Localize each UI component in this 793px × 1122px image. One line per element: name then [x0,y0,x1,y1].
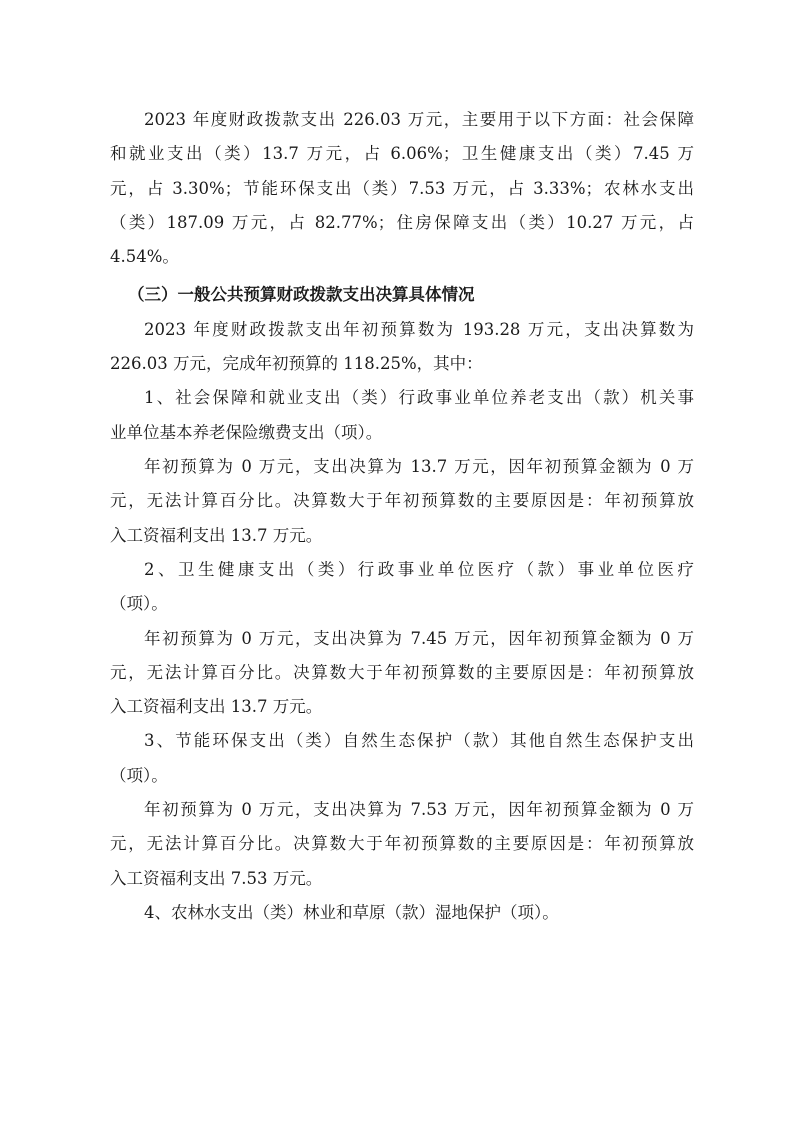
text-line: 2023 年度财政拨款支出年初预算数为 193.28 万元，支出决算数为 [144,319,694,339]
text-line: （三）一般公共预算财政拨款支出决算具体情况 [128,284,475,304]
text-line: 3、节能环保支出（类）自然生态保护（款）其他自然生态保护支出 [144,731,694,751]
text-line: 4.54%。 [110,247,179,267]
text-line: 4、农林水支出（类）林业和草原（款）湿地保护（项）。 [144,902,559,922]
text-line: 入工资福利支出 7.53 万元。 [110,868,323,888]
text-line: 元，无法计算百分比。决算数大于年初预算数的主要原因是：年初预算放 [110,834,694,854]
text-line: 1、社会保障和就业支出（类）行政事业单位养老支出（款）机关事 [144,388,694,408]
text-line: 年初预算为 0 万元，支出决算为 7.53 万元，因年初预算金额为 0 万 [144,800,694,819]
text-line: 2023 年度财政拨款支出 226.03 万元，主要用于以下方面：社会保障 [144,110,694,129]
text-line: 元，无法计算百分比。决算数大于年初预算数的主要原因是：年初预算放 [110,662,694,682]
text-line: 元，无法计算百分比。决算数大于年初预算数的主要原因是：年初预算放 [110,491,694,511]
text-line: 入工资福利支出 13.7 万元。 [110,697,323,717]
text-line: 226.03 万元，完成年初预算的 118.25%，其中： [110,354,483,374]
text-line: 年初预算为 0 万元，支出决算为 7.45 万元，因年初预算金额为 0 万 [144,628,694,648]
text-line: 2、卫生健康支出（类）行政事业单位医疗（款）事业单位医疗 [144,559,694,579]
text-line: 入工资福利支出 13.7 万元。 [110,525,323,545]
text-line: 业单位基本养老保险缴费支出（项）。 [110,422,383,442]
text-line: （项）。 [110,765,168,785]
text-line: （项）。 [110,594,168,614]
text-line: 元，占 3.30%；节能环保支出（类）7.53 万元，占 3.33%；农林水支出 [110,178,694,198]
text-line: （类）187.09 万元，占 82.77%；住房保障支出（类）10.27 万元，占 [110,212,694,232]
text-line: 年初预算为 0 万元，支出决算为 13.7 万元，因年初预算金额为 0 万 [144,457,694,476]
text-line: 和就业支出（类）13.7 万元，占 6.06%；卫生健康支出（类）7.45 万 [110,144,694,164]
